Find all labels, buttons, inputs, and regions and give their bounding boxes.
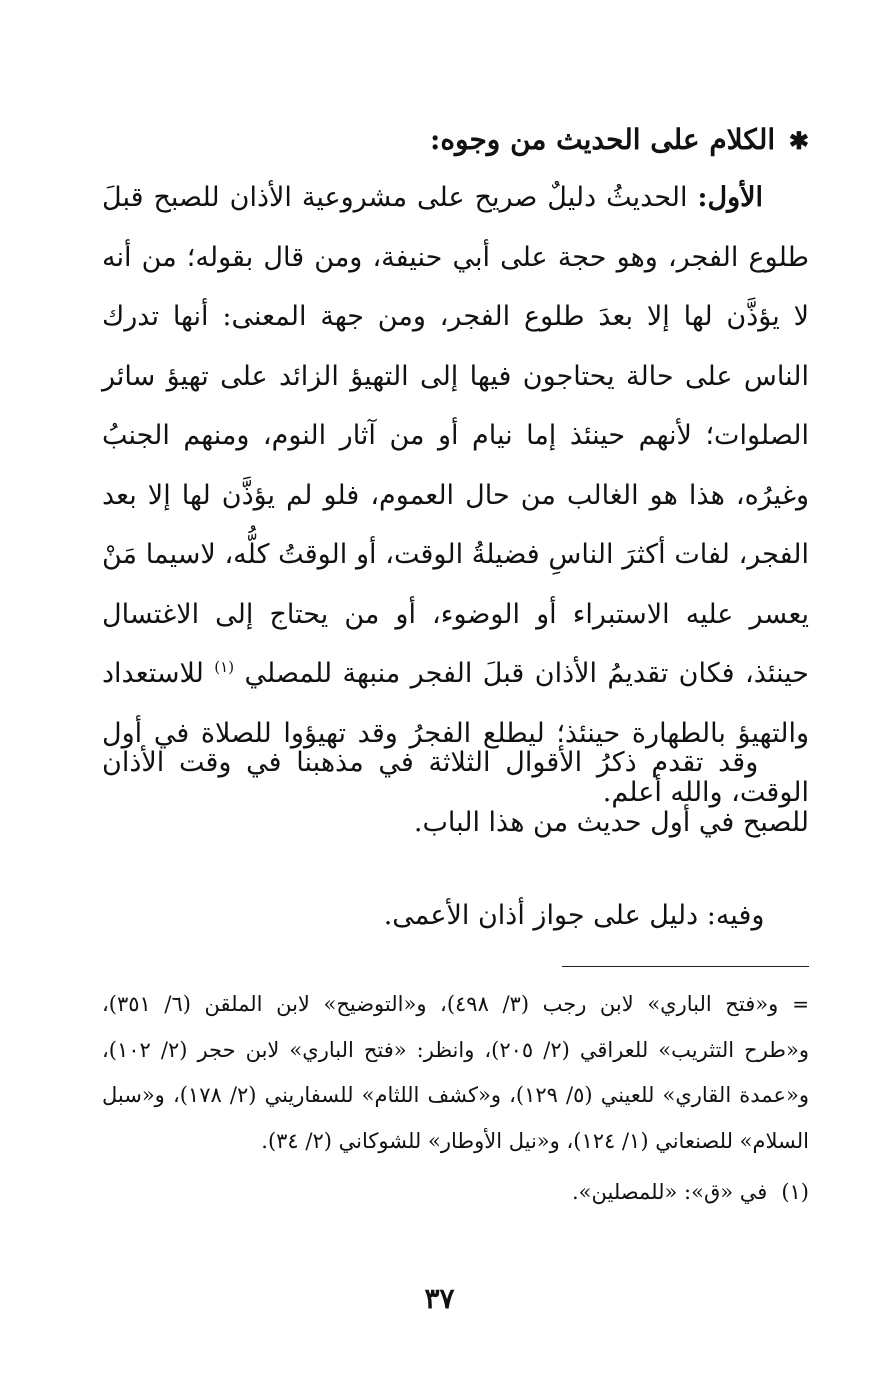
section-heading [102,112,809,169]
heading-text: الكلام على الحديث من وجوه: [430,123,776,156]
paragraph-lead: الأول: [697,182,764,213]
footnote-text: في «ق»: «للمصلين». [572,1180,768,1204]
footnote-continuation-text: و«فتح الباري» لابن رجب (٣/ ٤٩٨)، و«التوضيح» لابن الملقن (٦/ ٣٥١)، و«طرح التثريب» للعراقي (٢/ ٢٠٥)، وانظر: «فتح الباري» لابن حجر (٢/ ١٠٢)، و«عمدة القاري» للعيني (٥/ ١٢٩)، و«كشف اللثام» للسفاريني (٢/ ١٧٨)، و«سبل السلام» للصنعاني (١/ ١٢٤)، و«نيل الأوطار» للشوكاني (٢/ ٣٤). [102,992,809,1153]
footnote-separator [562,966,809,967]
paragraph-blind-muezzin [102,886,809,946]
paragraph-text-after-note: للاستعداد والتهيؤ بالطهارة حينئذ؛ ليطلع الفجرُ وقد تهيؤوا للصلاة في أول الوقت، والله أعلم. [102,658,809,808]
continuation-marker: = [792,992,809,1016]
page-number: ٣٧ [424,1282,455,1315]
footnote-reference[interactable]: (١) [214,658,235,676]
paragraph-text-before-note: الحديثُ دليلٌ صريح على مشروعية الأذان للصبح قبلَ طلوع الفجر، وهو حجة على أبي حنيفة، ومن قال بقوله؛ من أنه لا يؤذَّن لها إلا بعدَ طلوع الفجر، ومن جهة المعنى: أنها تدرك الناس على حالة يحتاجون فيها إلى التهيؤ الزائد على تهيؤ سائر الصلوات؛ لأنهم حينئذ إما نيام أو من آثار النوم، ومنهم الجنبُ وغيرُه، هذا هو الغالب من حال العموم، فلو لم يؤذَّن لها إلا بعد الفجر، لفات أكثرَ الناسِ فضيلةُ الوقت، أو الوقتُ كلُّه، لاسيما مَنْ يعسر عليه الاستبراء أو الوضوء، أو من يحتاج إلى الاغتسال حينئذ، فكان تقديمُ الأذان قبلَ الفجر منبهة للمصلي [102,182,810,689]
paragraph-text: وفيه: دليل على جواز أذان الأعمى. [383,900,765,931]
paragraph-text: وقد تقدم ذكرُ الأقوال الثلاثة في مذهبنا في وقت الأذان للصبح في أول حديث من هذا الباب. [102,747,809,838]
footnote-1 [102,1170,809,1216]
asterisk-icon: ✱ [788,126,809,155]
paragraph-three-opinions [102,733,809,852]
footnotes-section [102,982,809,1216]
footnote-continuation [102,982,809,1164]
paragraph-first-point [102,168,809,823]
footnote-number: (١) [781,1180,809,1204]
